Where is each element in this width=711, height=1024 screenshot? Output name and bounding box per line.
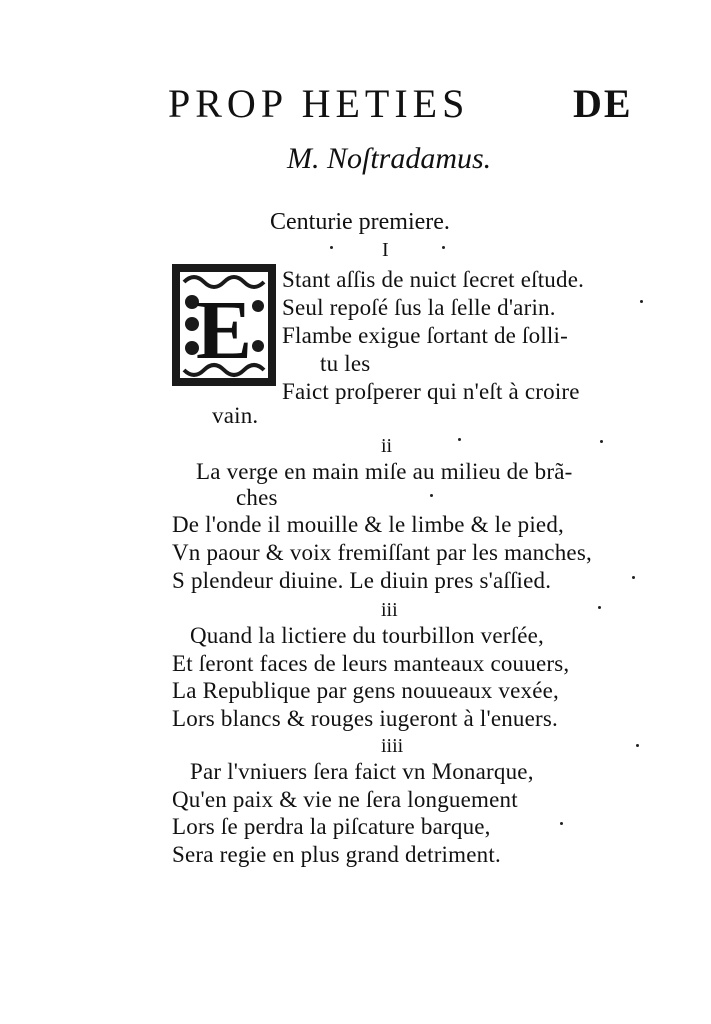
quatrain-1-line-4: tu les xyxy=(320,351,371,376)
ink-speck xyxy=(442,246,445,249)
quatrain-2-line-4: Vn paour & voix fremiſſant par les manches, xyxy=(172,540,592,565)
quatrain-1-line-3: Flambe exigue ſortant de ſolli- xyxy=(282,323,568,348)
quatrain-4-line-1: Par l'vniuers ſera faict vn Monarque, xyxy=(190,759,534,784)
ink-speck xyxy=(600,440,603,443)
quatrain-4-line-3: Lors ſe perdra la piſcature barque, xyxy=(172,814,491,839)
svg-text:E: E xyxy=(195,284,253,377)
title-de: DE xyxy=(573,81,633,126)
ornamental-initial-e xyxy=(170,262,278,388)
quatrain-2-line-5: S plendeur diuine. Le diuin pres s'aſſied. xyxy=(172,568,552,593)
title-text: PROP HETIES xyxy=(168,81,470,126)
ink-speck xyxy=(640,300,643,303)
ink-speck xyxy=(458,438,461,441)
page-title xyxy=(168,81,648,126)
quatrain-3-line-3: La Republique par gens nouueaux vexée, xyxy=(172,678,559,703)
ink-speck xyxy=(598,606,601,609)
quatrain-3-line-4: Lors blancs & rouges iugeront à l'enuers. xyxy=(172,706,558,731)
author-subtitle: M. Noſtradamus. xyxy=(287,142,492,175)
quatrain-1-line-1: Stant aſſis de nuict ſecret eſtude. xyxy=(282,267,585,292)
ink-speck xyxy=(560,822,563,825)
quatrain-1-line-2: Seul repoſé ſus la ſelle d'arin. xyxy=(282,295,556,320)
ink-speck xyxy=(430,494,433,497)
quatrain-1-line-5: Faict proſperer qui n'eſt à croire xyxy=(282,379,580,404)
quatrain-2-numeral: ii xyxy=(381,435,393,457)
ink-speck xyxy=(636,744,639,747)
quatrain-4-numeral: iiii xyxy=(381,735,404,757)
ink-speck xyxy=(632,576,635,579)
quatrain-2-line-2: ches xyxy=(236,485,278,510)
quatrain-4-line-2: Qu'en paix & vie ne ſera longuement xyxy=(172,787,518,812)
century-heading: Centurie premiere. xyxy=(270,209,450,235)
quatrain-3-line-1: Quand la lictiere du tourbillon verſée, xyxy=(190,623,544,648)
quatrain-4-line-4: Sera regie en plus grand detriment. xyxy=(172,842,501,867)
dropcap-ornament-icon xyxy=(170,262,278,388)
quatrain-3-line-2: Et ſeront faces de leurs manteaux couuers, xyxy=(172,651,570,676)
quatrain-2-line-1: La verge en main miſe au milieu de brã- xyxy=(196,459,573,484)
quatrain-2-line-3: De l'onde il mouille & le limbe & le pied, xyxy=(172,512,564,537)
ink-speck xyxy=(330,246,333,249)
quatrain-1-line-6: vain. xyxy=(212,403,259,428)
quatrain-1-numeral: I xyxy=(382,239,389,261)
quatrain-3-numeral: iii xyxy=(381,599,398,621)
